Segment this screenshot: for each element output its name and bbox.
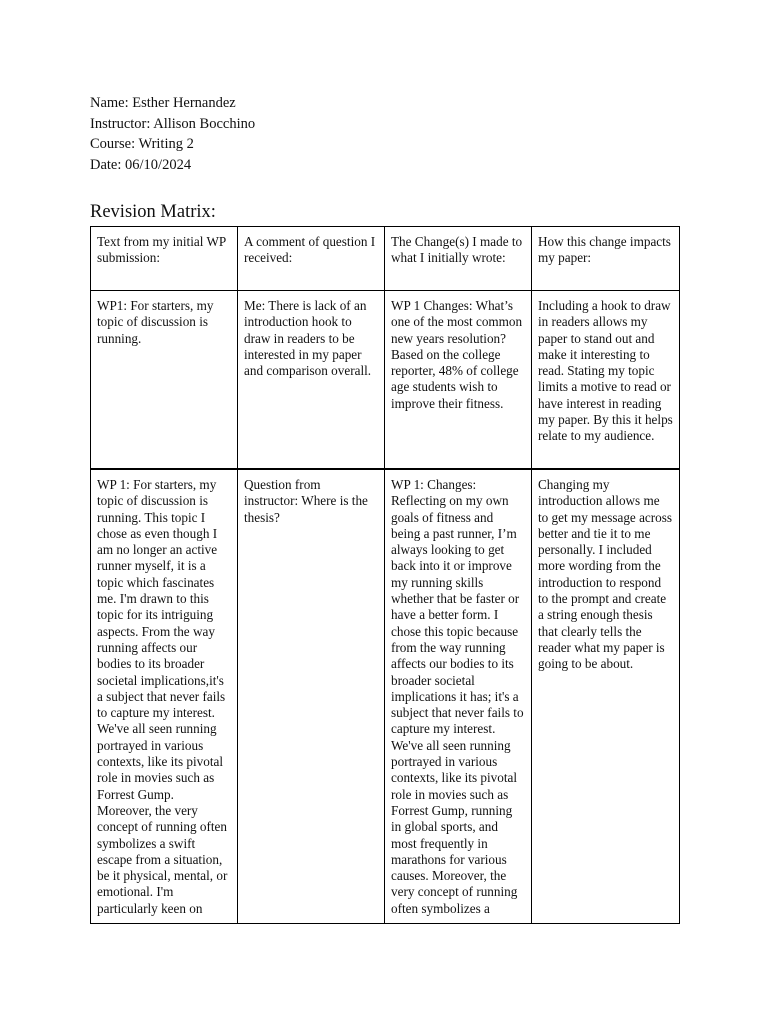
original-text-cell: WP1: For starters, my topic of discussion is running. [91, 291, 238, 470]
change-cell: WP 1: Changes: Reflecting on my own goals of fitness and being a past runner, I’m always looking to get back into it or improve my running skills whether that be faster or have a better form. I chose this topic because from the way running affects our bodies to its broader societal implications it has; it's a subject that never fails to capture my interest. We've all seen running portrayed in various contexts, like its pivotal role in movies such as Forrest Gump, running in global sports, and most frequently in marathons for various causes. Moreover, the very concept of running often symbolizes a [385, 469, 532, 924]
course-name: Course: Writing 2 [90, 136, 194, 152]
impact-cell: Including a hook to draw in readers allows my paper to stand out and make it interesting to read. Stating my topic limits a motive to read or have interest in reading my paper. By this it helps relate to my audience. [532, 291, 680, 470]
student-info-header [90, 93, 255, 175]
comment-cell: Me: There is lack of an introduction hook to draw in readers to be interested in my paper and comparison overall. [238, 291, 385, 470]
column-header-changes: The Change(s) I made to what I initially wrote: [385, 227, 532, 291]
revision-matrix-title: Revision Matrix: [90, 202, 216, 222]
column-header-original-text: Text from my initial WP submission: [91, 227, 238, 291]
document-date: Date: 06/10/2024 [90, 156, 192, 173]
instructor-name: Instructor: Allison Bocchino [90, 115, 256, 132]
table-row [91, 469, 680, 924]
original-text-cell: WP 1: For starters, my topic of discussion is running. This topic I chose as even though I am no longer an active runner myself, it is a topic which fascinates me. I'm drawn to this topic for its intriguing aspects. From the way running affects our bodies to its broader societal implications,it's a subject that never fails to capture my interest. We've all seen running portrayed in various contexts, like its pivotal role in movies such as Forrest Gump. Moreover, the very concept of running often symbolizes a swift escape from a situation, be it physical, mental, or emotional. I'm particularly keen on [91, 469, 238, 924]
column-header-comment: A comment of question I received: [238, 227, 385, 291]
table-header-row [91, 227, 680, 291]
student-name: Name: Esther Hernandez [90, 95, 236, 111]
table-row [91, 291, 680, 470]
change-cell: WP 1 Changes: What’s one of the most common new years resolution? Based on the college reporter, 48% of college age students wish to improve their fitness. [385, 291, 532, 470]
impact-cell: Changing my introduction allows me to get my message across better and tie it to me personally. I included more wording from the introduction to respond to the prompt and create a string enough thesis that clearly tells the reader what my paper is going to be about. [532, 469, 680, 924]
column-header-impact: How this change impacts my paper: [532, 227, 680, 291]
revision-matrix-table [90, 226, 680, 924]
comment-cell: Question from instructor: Where is the thesis? [238, 469, 385, 924]
